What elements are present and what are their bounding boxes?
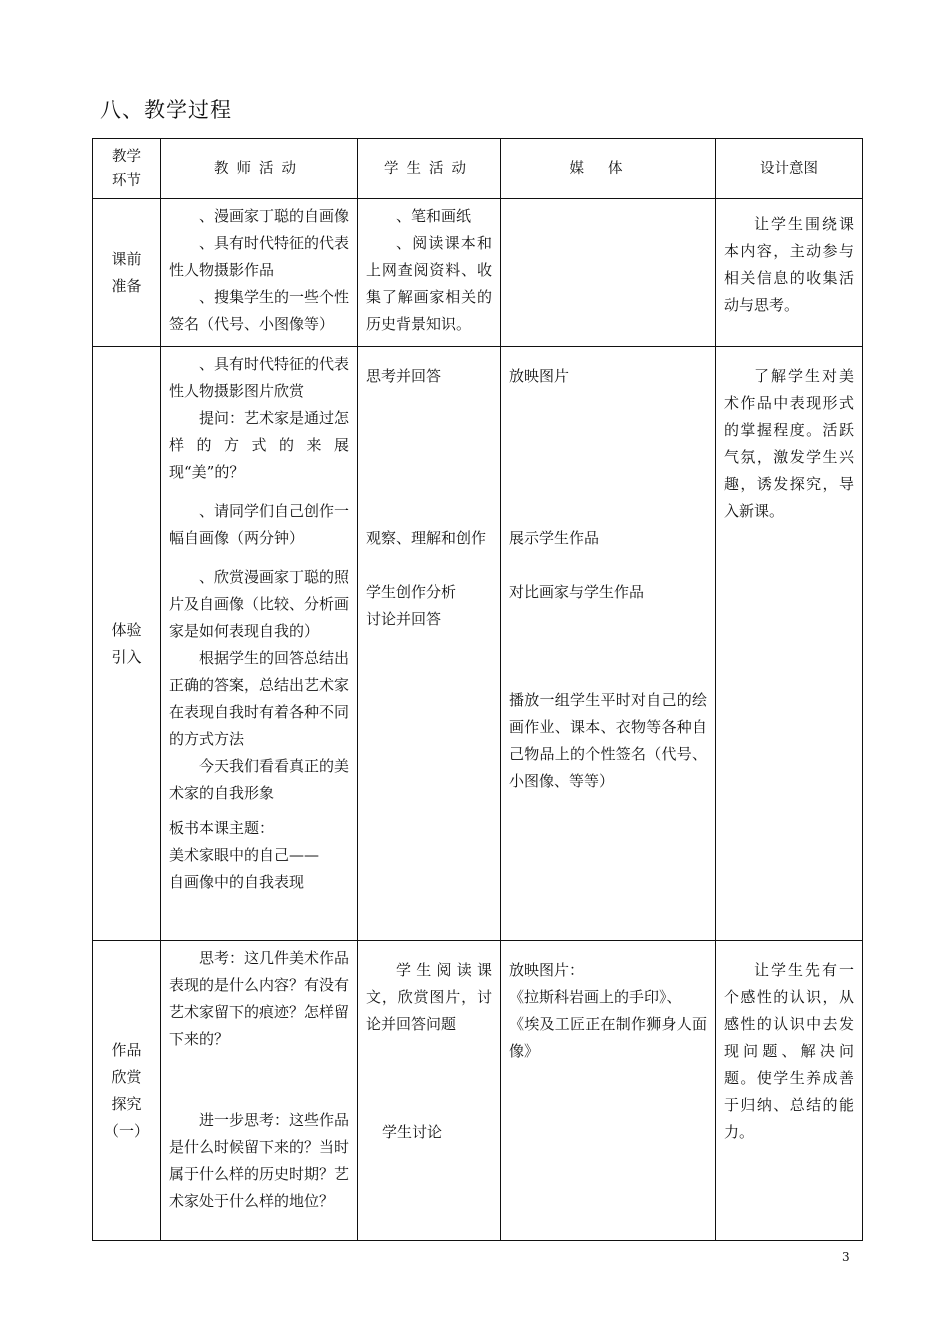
teaching-process-table xyxy=(92,138,863,1241)
stage-introduction xyxy=(93,347,161,941)
student-item: 观察、理解和创作 xyxy=(366,529,487,547)
teacher-paragraph: 、具有时代特征的代表性人物摄影图片欣赏 xyxy=(169,355,350,400)
teacher-paragraph: 、欣赏漫画家丁聪的照片及自画像（比较、分析画家是如何表现自我的） xyxy=(169,568,350,640)
teacher-paragraph: 、请同学们自己创作一幅自画像（两分钟） xyxy=(169,502,350,547)
student-activity-cell xyxy=(358,941,501,1241)
teacher-paragraph: 进一步思考：这些作品是什么时候留下来的？当时属于什么样的历史时期？艺术家处于什么样的地位？ xyxy=(169,1111,350,1210)
teacher-paragraph: 板书本课主题： xyxy=(169,819,275,837)
student-activity-cell xyxy=(358,347,501,941)
header-student-activity: 学生活动 xyxy=(358,139,501,199)
student-item: 学生讨论 xyxy=(382,1123,443,1141)
student-item: 讨论并回答 xyxy=(366,610,442,628)
table-header-row xyxy=(93,139,863,199)
student-item: 思考并回答 xyxy=(366,367,442,385)
header-media: 媒体 xyxy=(501,139,716,199)
stage-appreciation xyxy=(93,941,161,1241)
stage-line: 欣赏 xyxy=(111,1067,142,1086)
media-cell xyxy=(501,941,716,1241)
table-row-appreciation xyxy=(93,941,863,1241)
teacher-paragraph: 根据学生的回答总结出正确的答案，总结出艺术家在表现自我时有着各种不同的方式方法 xyxy=(169,649,350,748)
teacher-item: 、漫画家丁聪的自画像 xyxy=(199,207,350,225)
media-item: 《埃及工匠正在制作狮身人面像》 xyxy=(509,1015,707,1060)
teacher-paragraph: 思考：这几件美术作品表现的是什么内容？有没有艺术家留下的痕迹？怎样留下来的？ xyxy=(169,949,350,1048)
stage-line: 引入 xyxy=(111,647,142,666)
teacher-item: 、搜集学生的一些个性签名（代号、小图像等） xyxy=(169,288,350,333)
teacher-activity-cell xyxy=(161,941,358,1241)
student-item: 、笔和画纸 xyxy=(396,207,472,225)
table-row-preparation xyxy=(93,199,863,347)
stage-preparation xyxy=(93,199,161,347)
header-stage xyxy=(93,139,161,199)
stage-line: 准备 xyxy=(111,276,142,295)
header-design-intent: 设计意图 xyxy=(716,139,863,199)
teacher-activity-cell xyxy=(161,347,358,941)
media-item: 展示学生作品 xyxy=(509,529,600,547)
media-item: 播放一组学生平时对自己的绘画作业、课本、衣物等各种自己物品上的个性签名（代号、小图像、等等） xyxy=(509,691,707,790)
media-item: 对比画家与学生作品 xyxy=(509,583,645,601)
stage-line: 体验 xyxy=(111,620,142,639)
design-intent-text: 让学生先有一个感性的认识，从感性的认识中去发现问题、解决问题。使学生养成善于归纳、总结的能力。 xyxy=(724,961,854,1141)
header-teacher-activity: 教师活动 xyxy=(161,139,358,199)
stage-line: 探究 xyxy=(111,1094,142,1113)
table-row-introduction xyxy=(93,347,863,941)
media-item: 放映图片 xyxy=(509,367,570,385)
media-text xyxy=(501,199,715,207)
teacher-paragraph: 提问：艺术家是通过怎样的方式的来展现“美”的？ xyxy=(169,409,350,481)
design-intent-text: 让学生围绕课本内容，主动参与相关信息的收集活动与思考。 xyxy=(724,215,854,314)
media-item: 放映图片： xyxy=(509,961,585,979)
teacher-paragraph: 今天我们看看真正的美术家的自我形象 xyxy=(169,757,350,802)
design-intent-cell xyxy=(716,347,863,941)
header-stage-line1: 教学 xyxy=(112,148,141,165)
media-item: 《拉斯科岩画上的手印》、 xyxy=(509,988,682,1006)
student-item: 学生阅读课文，欣赏图片，讨论并回答问题 xyxy=(366,961,492,1033)
design-intent-text: 了解学生对美术作品中表现形式的掌握程度。活跃气氛，激发学生兴趣，诱发探究，导入新课。 xyxy=(724,367,854,520)
teacher-item: 、具有时代特征的代表性人物摄影作品 xyxy=(169,234,350,279)
design-intent-cell xyxy=(716,941,863,1241)
teacher-paragraph: 自画像中的自我表现 xyxy=(169,873,305,891)
page-number: 3 xyxy=(842,1250,850,1264)
teacher-paragraph: 美术家眼中的自己—— xyxy=(169,846,320,864)
student-item: 学生创作分析 xyxy=(366,583,457,601)
student-item: 、阅读课本和上网查阅资料、收集了解画家相关的历史背景知识。 xyxy=(366,234,492,333)
header-stage-line2: 环节 xyxy=(112,172,141,189)
student-activity-cell xyxy=(358,199,501,347)
section-heading: 八、教学过程 xyxy=(100,98,232,122)
stage-line: 作品 xyxy=(111,1040,142,1059)
teacher-activity-cell xyxy=(161,199,358,347)
media-cell xyxy=(501,347,716,941)
design-intent-cell xyxy=(716,199,863,347)
stage-line: （一） xyxy=(103,1121,149,1140)
stage-line: 课前 xyxy=(111,249,142,268)
media-cell xyxy=(501,199,716,347)
